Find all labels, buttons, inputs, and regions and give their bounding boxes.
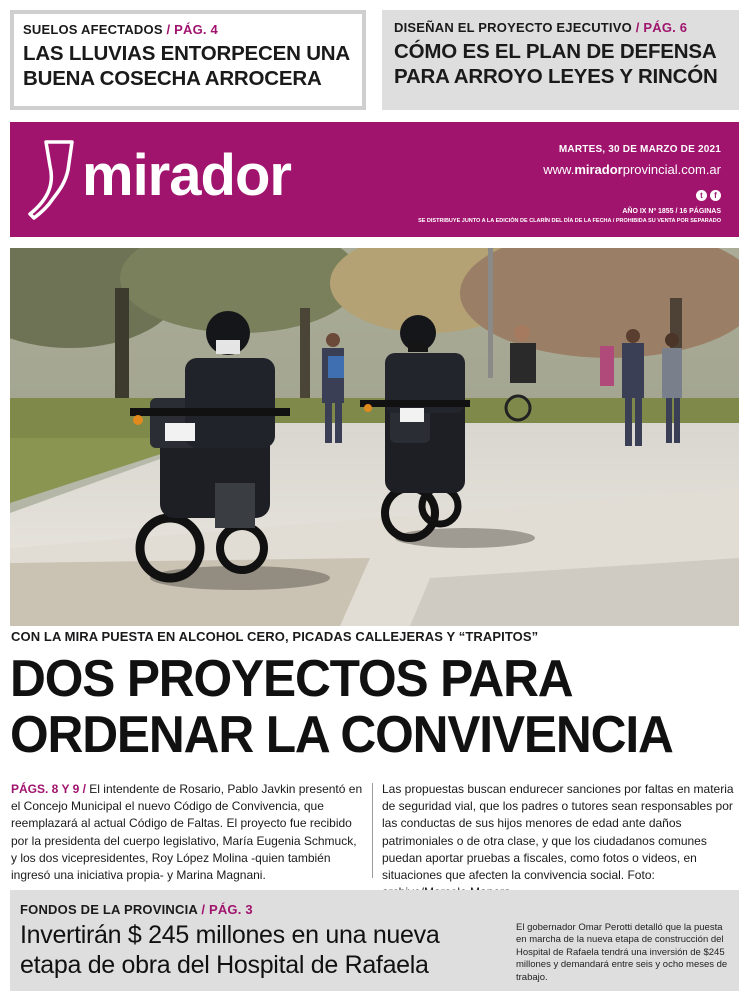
teaser-headline: LAS LLUVIAS ENTORPECEN UNA BUENA COSECHA ARROCERA [23,42,350,90]
facebook-icon[interactable]: f [710,190,721,201]
teaser-kicker: SUELOS AFECTADOS / PÁG. 4 [23,22,218,37]
masthead [10,122,739,237]
main-story-text-col2: Las propuestas buscan endurecer sanciones por faltas en materia de seguridad vial, que los padres o tutores sean responsables por las conductas de sus hijos menores de edad ante daños patrimoniales o de otra clase, y que los ciudadanos comunes puedan aportar pruebas a fiscales, como fotos o videos, en situaciones que afecten la convivencia social. Foto: [382,782,734,883]
teaser-flood-defense[interactable] [382,10,739,110]
teaser-rice-harvest[interactable] [10,10,366,110]
page-reference: PÁG. 4 [174,22,218,37]
teaser-headline: CÓMO ES EL PLAN DE DEFENSA PARA ARROYO LEYES Y RINCÓN [394,40,718,88]
logo-mark-icon [28,140,78,222]
social-links [696,190,721,201]
column-divider [372,783,373,878]
page-reference: PÁG. 3 [208,902,253,917]
edition-info: AÑO IX Nº 1855 / 16 PÁGINAS [622,208,721,215]
page-reference: PÁG. 6 [643,20,688,35]
website-link[interactable]: www.miradorprovincial.com.ar [543,162,721,177]
photo-illustration [10,248,739,626]
page-reference: PÁGS. 8 Y 9 / [11,782,86,796]
teaser-kicker: DISEÑAN EL PROYECTO EJECUTIVO / PÁG. 6 [394,20,688,35]
main-story-text-col1: PÁGS. 8 Y 9 / El intendente de Rosario, Pablo Javkin presentó en el Concejo Municipal el nuevo Código de Convivencia, que reemplazará al actual Código de Faltas. El proyecto fue recibido por la presidenta del cuerpo legislativo, María Eugenia Schmuck, y los dos vicepresidentes, Roy López Molina -quien también ingresó una iniciativa propia- y Marina Magnani. [11,782,363,883]
distribution-note: SE DISTRIBUYE JUNTO A LA EDICIÓN DE CLARÍN DEL DÍA DE LA FECHA / PROHIBIDA SU VENTA POR SEPARADO [418,218,721,224]
bottom-story-hospital[interactable] [10,890,739,991]
logo-wordmark: mirador [82,143,291,208]
main-story-kicker: CON LA MIRA PUESTA EN ALCOHOL CERO, PICADAS CALLEJERAS Y “TRAPITOS” [11,629,539,644]
main-photo-police-motorcycles [10,248,739,626]
bottom-headline: Invertirán $ 245 millones en una nueva etapa de obra del Hospital de Rafaela [20,921,440,979]
twitter-icon[interactable]: t [696,190,707,201]
bottom-kicker: FONDOS DE LA PROVINCIA / PÁG. 3 [20,902,253,917]
issue-date: MARTES, 30 DE MARZO DE 2021 [558,144,721,155]
main-headline[interactable]: DOS PROYECTOS PARA ORDENAR LA CONVIVENCIA [10,650,673,764]
bottom-summary: El gobernador Omar Perotti detalló que la puesta en marcha de la nueva etapa de construcción del Hospital de Rafaela tendrá una inversión de $245 millones y demandará entre seis y ocho meses de trabajo. [516,922,728,983]
